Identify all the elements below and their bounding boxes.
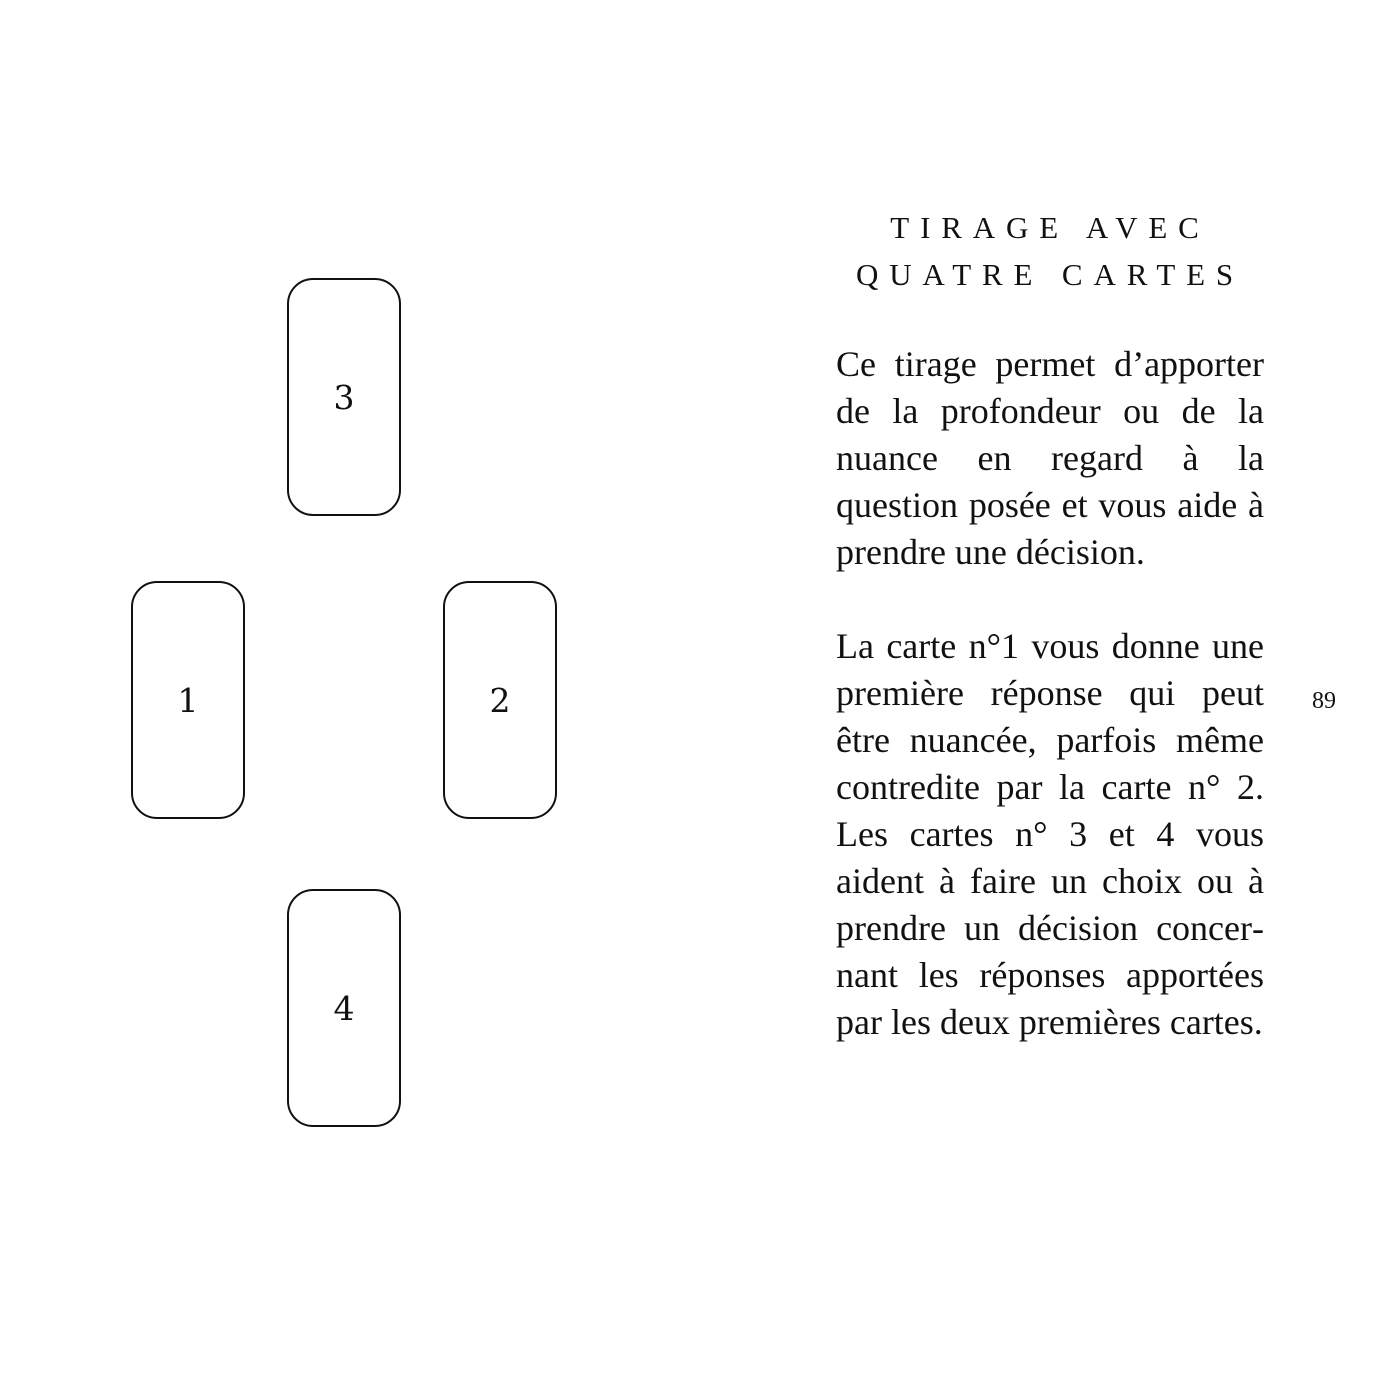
page-title-line-2: QUATRE CARTES: [855, 257, 1245, 292]
card-position-2: [443, 581, 557, 819]
page-title: [820, 204, 1280, 298]
card-position-4: [287, 889, 401, 1127]
card-position-3: [287, 278, 401, 516]
intro-paragraph: Ce tirage permet d’apporter de la profondeur ou de la nuance en regard à la question posée et vous aide à prendre une décision.: [836, 344, 1264, 572]
page-number: 89: [1312, 688, 1336, 714]
page-title-line-1: TIRAGE AVEC: [890, 210, 1210, 245]
card-position-1: [131, 581, 245, 819]
card-number: 3: [333, 377, 355, 417]
card-number: 4: [333, 988, 355, 1028]
card-number: 1: [177, 680, 199, 720]
card-number: 2: [489, 680, 511, 720]
explanation-paragraph: La carte n°1 vous donne une première réponse qui peut être nuancée, parfois même contredite par la carte n° 2. Les cartes n° 3 et 4 vous aident à faire un choix ou à prendre un décision concernant les réponses apportées par les deux premières cartes.: [836, 626, 1264, 1042]
